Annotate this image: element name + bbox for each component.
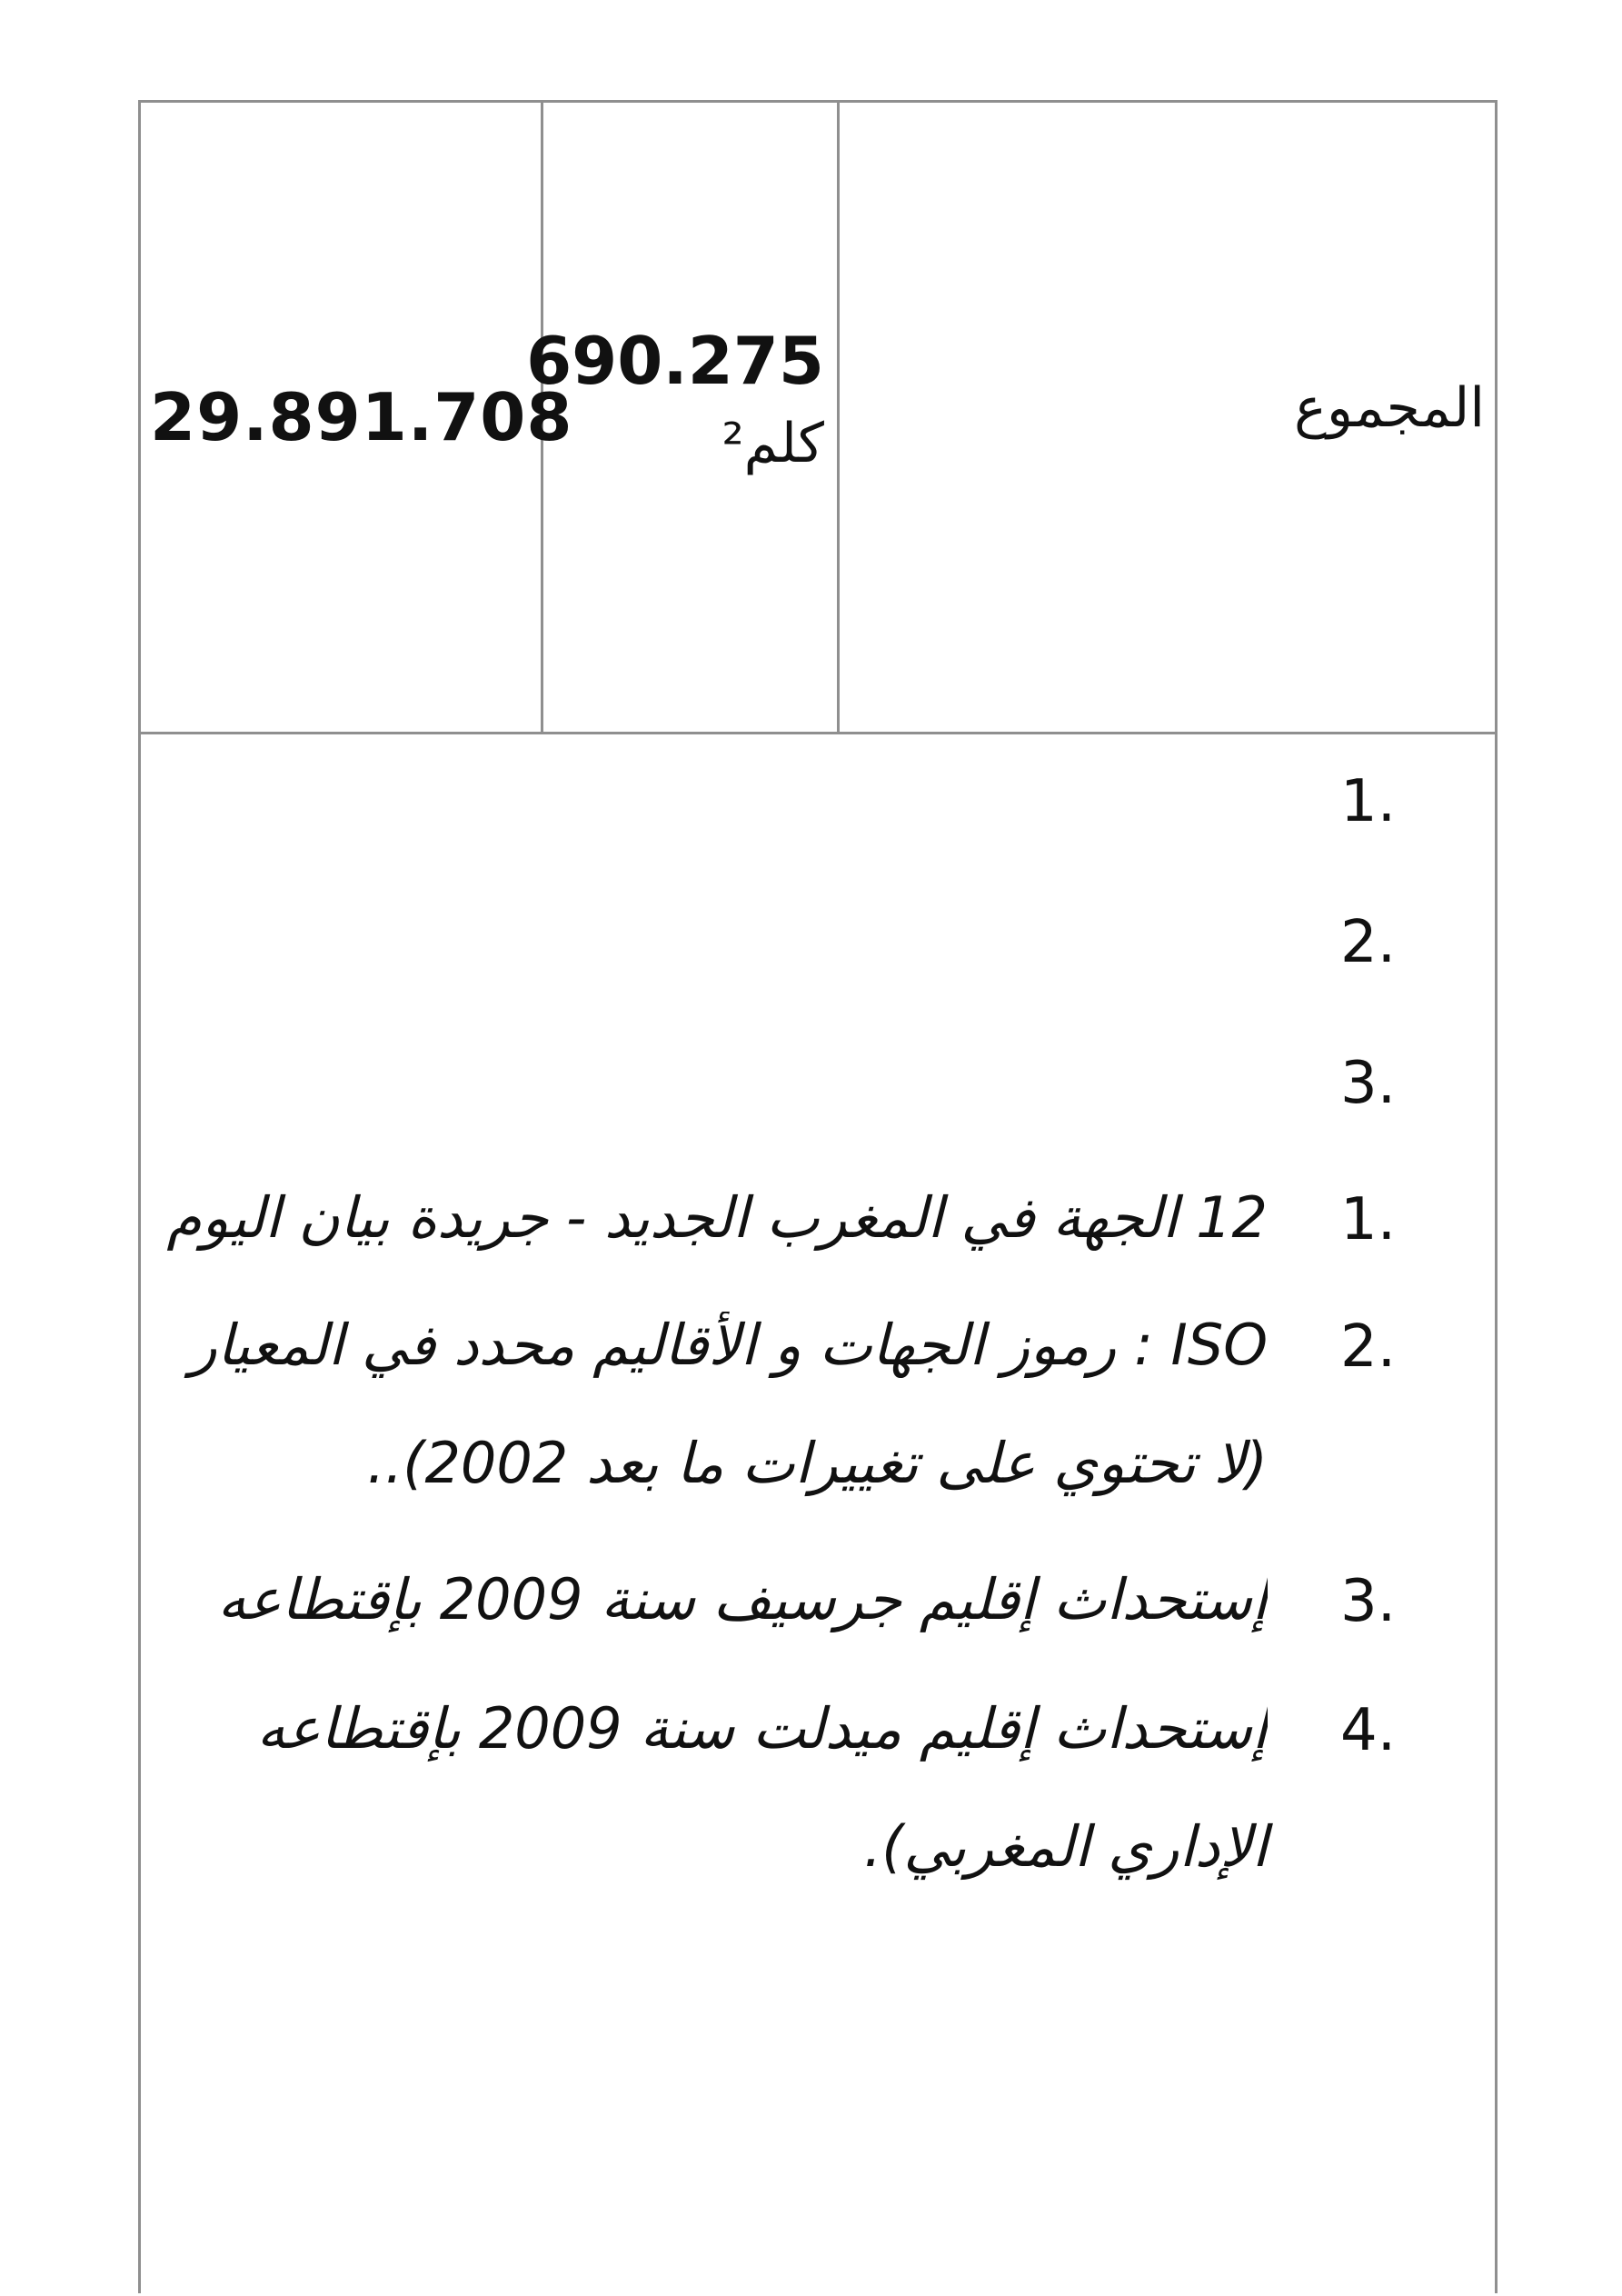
- empty-list-item-3: 3.: [1340, 1050, 1397, 1117]
- reference-text-4[interactable]: إستحداث إقليم ميدلت سنة 2009 بإقتطاعه: [256, 1695, 1268, 1762]
- total-label: المجموع: [1294, 376, 1485, 440]
- reference-text-2[interactable]: ISO : رموز الجهات و الأقاليم محدد في المعيار: [189, 1312, 1268, 1378]
- empty-list-item-2: 2.: [1340, 909, 1397, 976]
- total-population: 29.891.708: [150, 379, 573, 455]
- label-cell: [840, 103, 1498, 732]
- total-row: [141, 103, 1495, 734]
- notes-section: [141, 732, 1495, 2296]
- area-cell: [526, 103, 840, 732]
- reference-text-4-continuation: الإداري المغربي).: [863, 1813, 1268, 1880]
- reference-text-1[interactable]: 12 الجهة في المغرب الجديد - جريدة بيان اليوم: [166, 1184, 1268, 1251]
- area-unit: كلم²: [721, 412, 824, 475]
- reference-number-4: 4.: [1340, 1697, 1397, 1764]
- reference-number-2: 2.: [1340, 1313, 1397, 1381]
- reference-text-2-continuation: (لا تحتوي على تغييرات ما بعد 2002)..: [366, 1430, 1268, 1496]
- population-cell: [141, 103, 573, 732]
- area-block: [526, 323, 837, 475]
- reference-number-3: 3.: [1340, 1568, 1397, 1635]
- empty-list-item-1: 1.: [1340, 768, 1397, 835]
- reference-text-3[interactable]: إستحداث إقليم جرسيف سنة 2009 بإقتطاعه: [217, 1566, 1268, 1632]
- reference-number-1: 1.: [1340, 1186, 1397, 1253]
- regions-table: [138, 100, 1498, 2293]
- total-area-value: 690.275: [526, 323, 824, 399]
